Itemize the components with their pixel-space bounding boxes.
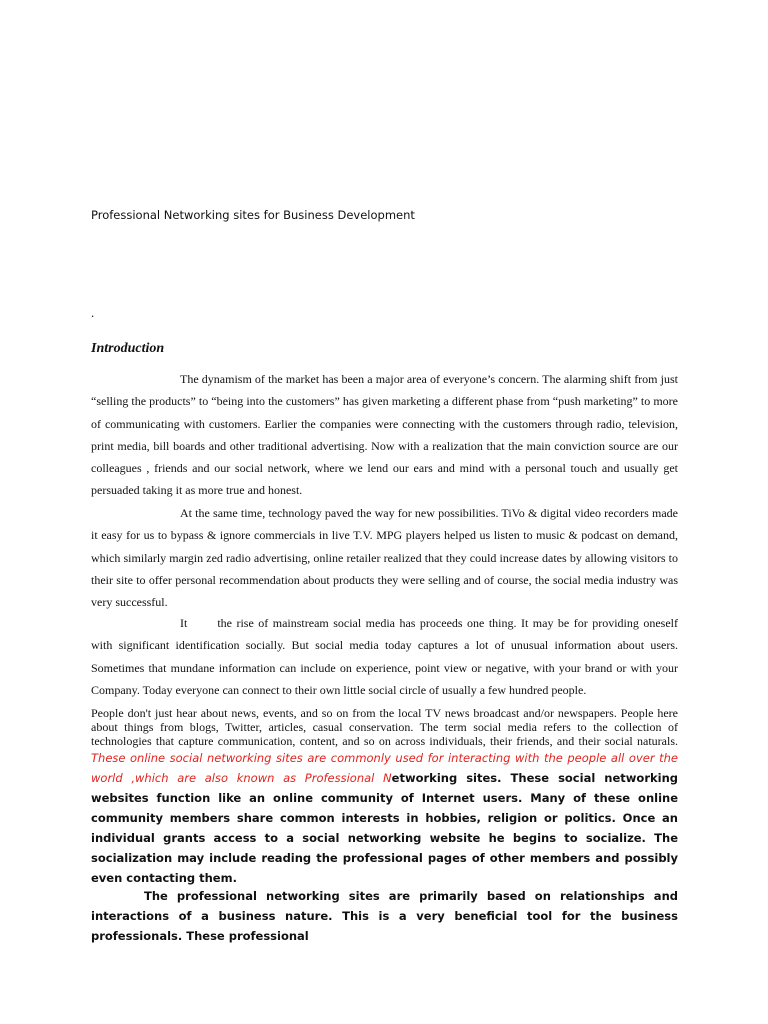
paragraph-people-bold: etworking sites. These social networking websites function like an online community of Internet users. Many of these online community members share common interests in hobbies, religion or politics. Once an individual grants access to a social networking website he begins to socialize. The socialization may include reading the professional pages of other members and possibly even contacting them. — [91, 770, 678, 885]
paragraph-intro-text: The dynamism of the market has been a major area of everyone’s concern. The alarming shift from just “selling the products” to “being into the customers” has given marketing a different phase from “push marketing” to more of communicating with customers. Earlier the companies were connecting with the customers through radio, television, print media, bill boards and other traditional advertising. Now with a realization that the main conviction source are our colleagues , friends and our social network, where we lend our ears and mind with a personal touch and usually get persuaded taking it as more true and honest. — [91, 372, 678, 498]
document-title: Professional Networking sites for Business Development — [91, 208, 415, 222]
separator-dot: . — [91, 305, 95, 320]
paragraph-social-media-lead: It — [180, 616, 188, 630]
paragraph-professional — [91, 886, 678, 946]
paragraph-people-text: People don't just hear about news, events, and so on from the local TV news broadcast and/or newspapers. People here about things from blogs, Twitter, articles, casual conservation. The term social media refers to the collection of technologies that capture communication, content, and so on across individuals, their friends, and their social naturals. — [91, 706, 678, 749]
highlighted-text: These online social networking sites are commonly used for interacting with the people all over the world ,which are also known as Professional N — [91, 750, 678, 785]
paragraph-technology-text: At the same time, technology paved the way for new possibilities. TiVo & digital video recorders made it easy for us to bypass & ignore commercials in live T.V. MPG players helped us listen to music & podcast on demand, which similarly margin zed radio advertising, online retailer realized that they could increase dates by allowing visitors to their site to offer personal recommendation about products they were selling and of course, the social media industry was very successful. — [91, 506, 678, 610]
paragraph-technology — [91, 502, 678, 613]
paragraph-social-media-text: the rise of mainstream social media has proceeds one thing. It may be for providing oneself with significant identification socially. But social media today captures a lot of unusual information about users. Sometimes that mundane information can include on experience, point view or negative, with your brand or with your Company. Today everyone can connect to their own little social circle of usually a few hundred people. — [91, 616, 678, 697]
paragraph-professional-text: The professional networking sites are primarily based on relationships and interactions of a business nature. This is a very beneficial tool for the business professionals. These professional — [91, 889, 678, 943]
paragraph-social-media — [91, 612, 678, 701]
section-heading-introduction: Introduction — [91, 341, 165, 356]
paragraph-people — [91, 706, 678, 888]
paragraph-intro — [91, 368, 678, 502]
